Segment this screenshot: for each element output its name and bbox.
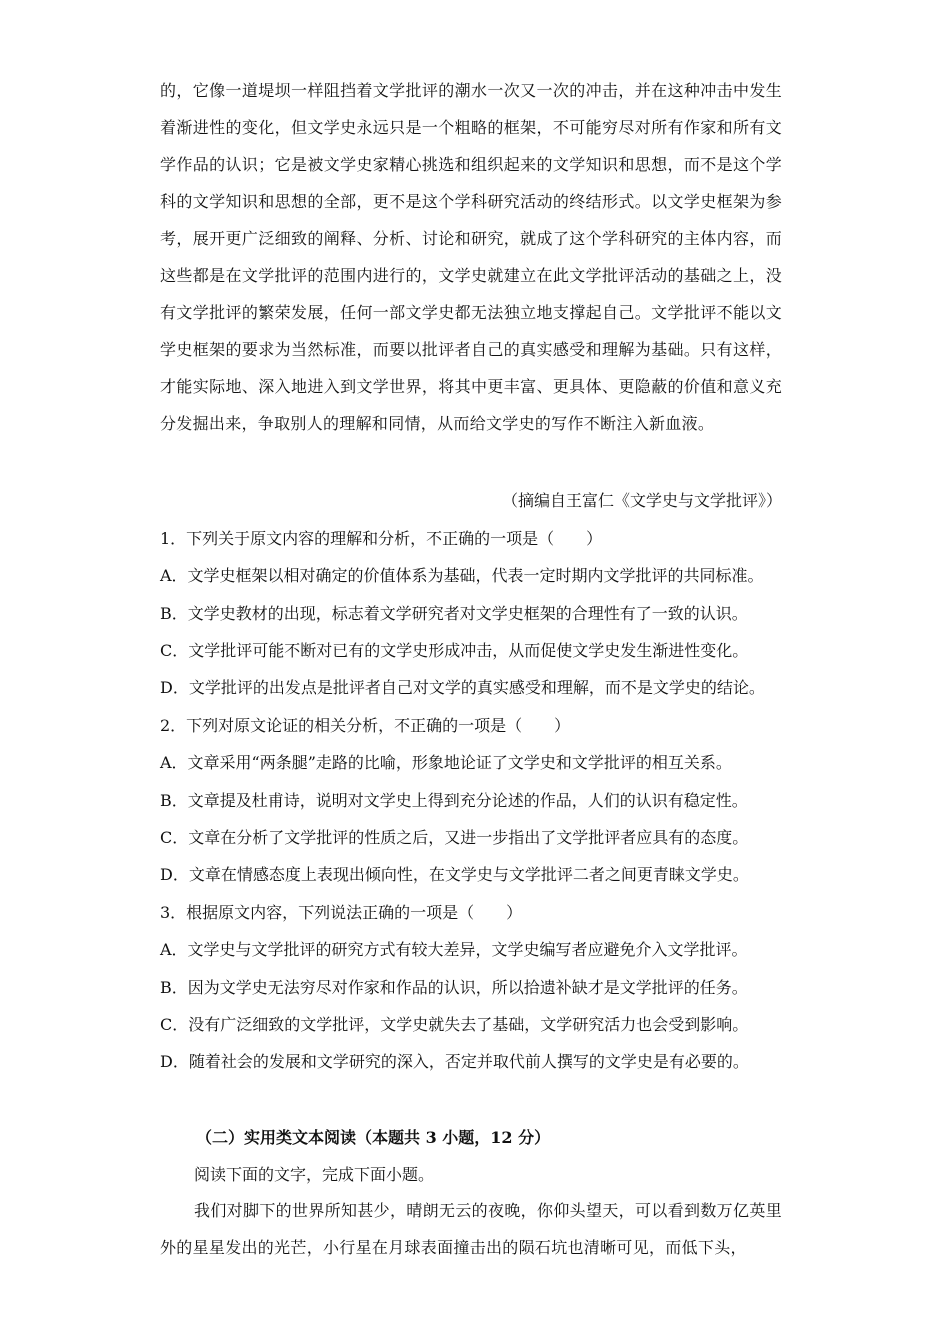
source-citation: （摘编自王富仁《文学史与文学批评》） — [501, 491, 782, 510]
question-1-option-d: D．文学批评的出发点是批评者自己对文学的真实感受和理解，而不是文学史的结论。 — [160, 678, 765, 697]
passage-continuation: 的，它像一道堤坝一样阻挡着文学批评的潮水一次又一次的冲击，并在这种冲击中发生着渐进性的变化，但文学史永远只是一个粗略的框架，不可能穷尽对所有作家和所有文学作品的认识；它是被文学史家精心挑选和组织起来的文学知识和思想，而不是这个学科的文学知识和思想的全部，更不是这个学科研究活动的终结形式。以文学史框架为参考，展开更广泛细致的阐释、分析、讨论和研究，就成了这个学科研究的主体内容，而这些都是在文学批评的范围内进行的，文学史就建立在此文学批评活动的基础之上，没有文学批评的繁荣发展，任何一部文学史都无法独立地支撑起自己。文学批评不能以文学史框架的要求为当然标准，而要以批评者自己的真实感受和理解为基础。只有这样，才能实际地、深入地进入到文学世界，将其中更丰富、更具体、更隐蔽的价值和意义充分发掘出来，争取别人的理解和同情，从而给文学史的写作不断注入新血液。 — [160, 81, 782, 433]
section-instruction: 阅读下面的文字，完成下面小题。 — [194, 1165, 435, 1184]
section-passage: 我们对脚下的世界所知甚少，晴朗无云的夜晚，你仰头望天，可以看到数万亿英里外的星星发出的光芒，小行星在月球表面撞击出的陨石坑也清晰可见，而低下头， — [160, 1201, 782, 1257]
question-3-option-a: A．文学史与文学批评的研究方式有较大差异，文学史编写者应避免介入文学批评。 — [160, 940, 748, 959]
section-heading: （二）实用类文本阅读（本题共 3 小题，12 分） — [196, 1128, 551, 1147]
question-3-option-d: D．随着社会的发展和文学研究的深入，否定并取代前人撰写的文学史是有必要的。 — [160, 1052, 749, 1071]
question-1-option-c: C．文学批评可能不断对已有的文学史形成冲击，从而促使文学史发生渐进性变化。 — [160, 641, 749, 660]
question-3-stem: 3．根据原文内容，下列说法正确的一项是（ ） — [160, 903, 523, 922]
question-2-option-d: D．文章在情感态度上表现出倾向性，在文学史与文学批评二者之间更青睐文学史。 — [160, 865, 749, 884]
question-2-option-c: C．文章在分析了文学批评的性质之后，又进一步指出了文学批评者应具有的态度。 — [160, 828, 749, 847]
question-1-option-b: B．文学史教材的出现，标志着文学研究者对文学史框架的合理性有了一致的认识。 — [160, 604, 748, 623]
question-2-option-a: A．文章采用“两条腿”走路的比喻，形象地论证了文学史和文学批评的相互关系。 — [160, 753, 732, 772]
question-1-stem: 1．下列关于原文内容的理解和分析，不正确的一项是（ ） — [160, 529, 603, 548]
question-2-stem: 2．下列对原文论证的相关分析，不正确的一项是（ ） — [160, 716, 571, 735]
question-3-option-b: B．因为文学史无法穷尽对作家和作品的认识，所以拾遗补缺才是文学批评的任务。 — [160, 978, 748, 997]
question-1-option-a: A．文学史框架以相对确定的价值体系为基础，代表一定时期内文学批评的共同标准。 — [160, 566, 764, 585]
question-3-option-c: C．没有广泛细致的文学批评，文学史就失去了基础，文学研究活力也会受到影响。 — [160, 1015, 749, 1034]
question-2-option-b: B．文章提及杜甫诗，说明对文学史上得到充分论述的作品，人们的认识有稳定性。 — [160, 791, 748, 810]
